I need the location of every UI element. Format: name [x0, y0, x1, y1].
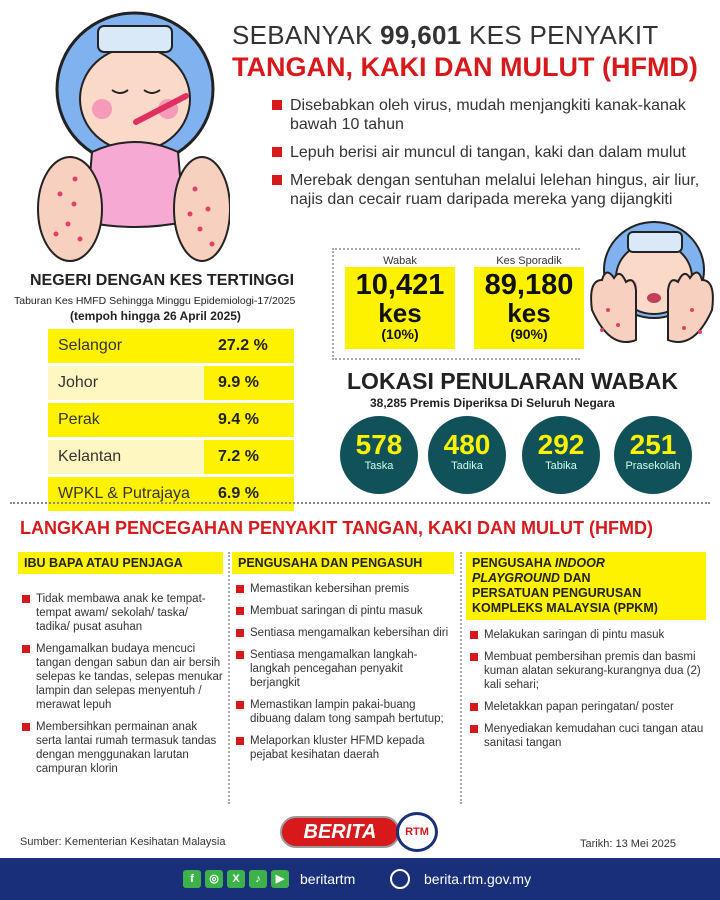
col-item-text: Memastikan kebersihan premis: [250, 583, 410, 595]
langkah-col-ibubapa: [18, 552, 223, 784]
state-row: [48, 329, 294, 363]
col-item: [236, 698, 454, 726]
instagram-icon[interactable]: ◎: [205, 870, 223, 888]
bullet-square-icon: [272, 100, 282, 110]
lokasi-title: LOKASI PENULARAN WABAK: [347, 368, 678, 394]
col-item: [22, 592, 223, 634]
bullet-square-icon: [22, 645, 30, 653]
col-head-text: PENGUSAHA: [472, 556, 552, 570]
col-item-text: Memastikan lampin pakai-buang dibuang dalam tong sampah bertutup;: [250, 699, 444, 725]
title-number: 99,601: [380, 20, 462, 50]
col-item-text: Melaporkan kluster HFMD kepada pejabat kesihatan daerah: [250, 735, 425, 761]
website-link[interactable]: berita.rtm.gov.my: [424, 871, 532, 887]
state-row: [48, 477, 294, 511]
lokasi-label: Tadika: [451, 460, 483, 472]
page-title-line2: TANGAN, KAKI DAN MULUT (HFMD): [232, 52, 698, 82]
col-item: [470, 628, 706, 642]
footer-bar: [0, 858, 720, 900]
state-value: 9.4 %: [204, 403, 294, 437]
col-item: [236, 626, 454, 640]
lokasi-subtitle: 38,285 Premis Diperiksa Di Seluruh Negara: [370, 396, 615, 410]
section-divider-vertical: [332, 248, 334, 360]
col-head-italic: INDOOR: [554, 556, 605, 570]
lokasi-label: Prasekolah: [625, 460, 681, 472]
fact-item: [272, 171, 712, 209]
lokasi-circle-tabika: [522, 416, 600, 494]
bullet-square-icon: [470, 703, 478, 711]
col-head-text: KOMPLEKS MALAYSIA (PPKM): [472, 601, 658, 615]
bullet-square-icon: [22, 723, 30, 731]
col-item: [236, 648, 454, 690]
langkah-col-ppkm: [466, 552, 706, 758]
section-divider-horizontal: [332, 358, 580, 360]
col-item: [470, 722, 706, 750]
page-title-line1: [232, 20, 659, 51]
col-item-text: Melakukan saringan di pintu masuk: [484, 629, 665, 641]
col-item-text: Meletakkan papan peringatan/ poster: [484, 701, 674, 713]
fact-text: Disebabkan oleh virus, mudah menjangkiti kanak-kanak bawah 10 tahun: [290, 97, 686, 133]
state-table: [48, 329, 294, 514]
bullet-square-icon: [470, 725, 478, 733]
lokasi-label: Tabika: [545, 460, 577, 472]
lokasi-number: 251: [629, 429, 677, 460]
state-name: Johor: [48, 366, 204, 400]
wabak-card: [345, 255, 455, 349]
col-item-text: Sentiasa mengamalkan kebersihan diri: [250, 627, 449, 639]
state-row: [48, 440, 294, 474]
wabak-number: 10,421: [355, 269, 445, 301]
col-item-text: Membersihkan permainan anak serta lantai rumah termasuk tandas dengan menggunakan larutan campuran klorin: [36, 721, 217, 775]
wabak-label: Wabak: [383, 255, 417, 267]
sick-child-illustration: [30, 4, 230, 266]
state-value: 9.9 %: [204, 366, 294, 400]
col-item: [236, 582, 454, 596]
sporadik-unit: kes: [507, 298, 551, 328]
negeri-subtitle: Taburan Kes HMFD Sehingga Minggu Epidemiologi-17/2025: [14, 295, 296, 307]
col-item-text: Tidak membawa anak ke tempat-tempat awam/ sekolah/ taska/ tadika/ pusat asuhan: [36, 593, 206, 633]
state-name: Kelantan: [48, 440, 204, 474]
col-item-text: Sentiasa mengamalkan langkah-langkah pencegahan penyakit berjangkit: [250, 649, 418, 689]
column-separator: [228, 552, 230, 804]
sporadik-card: [474, 255, 584, 349]
facebook-icon[interactable]: f: [183, 870, 201, 888]
state-name: Selangor: [48, 329, 204, 363]
source-text: Sumber: Kementerian Kesihatan Malaysia: [20, 836, 226, 848]
state-name: Perak: [48, 403, 204, 437]
bullet-square-icon: [236, 629, 244, 637]
state-value: 6.9 %: [204, 477, 294, 511]
bullet-square-icon: [470, 653, 478, 661]
lokasi-circle-prasekolah: [614, 416, 692, 494]
title-suffix: KES PENYAKIT: [469, 20, 659, 50]
col-item: [470, 700, 706, 714]
sporadik-number: 89,180: [484, 269, 574, 301]
col-item: [236, 604, 454, 618]
wabak-box: [345, 267, 455, 349]
wabak-unit: kes: [378, 298, 422, 328]
fact-item: [272, 143, 712, 162]
state-row: [48, 403, 294, 437]
social-handle[interactable]: beritartm: [300, 871, 356, 887]
col-item: [22, 720, 223, 776]
col-item-text: Mengamalkan budaya mencuci tangan dengan sabun dan air bersih selepas ke tandas, selepas menukar lampin dan selepas menyentuh / merawat lepuh: [36, 643, 223, 711]
langkah-title: LANGKAH PENCEGAHAN PENYAKIT TANGAN, KAKI DAN MULUT (HFMD): [20, 518, 653, 538]
col-item-text: Membuat saringan di pintu masuk: [250, 605, 423, 617]
col-head-italic: PLAYGROUND: [472, 571, 560, 585]
bullet-square-icon: [236, 585, 244, 593]
bullet-square-icon: [236, 737, 244, 745]
sporadik-box: [474, 267, 584, 349]
youtube-icon[interactable]: ▶: [271, 870, 289, 888]
col-item-text: Menyediakan kemudahan cuci tangan atau sanitasi tangan: [484, 723, 704, 749]
col-head: IBU BAPA ATAU PENJAGA: [18, 552, 223, 574]
negeri-period: (tempoh hingga 26 April 2025): [70, 309, 241, 323]
bullet-square-icon: [272, 147, 282, 157]
lokasi-label: Taska: [364, 460, 394, 472]
lokasi-circle-taska: [340, 416, 418, 494]
title-prefix: SEBANYAK: [232, 20, 373, 50]
sporadik-percent: (90%): [510, 326, 548, 342]
fact-item: [272, 96, 712, 134]
lokasi-number: 480: [443, 429, 491, 460]
section-divider-horizontal: [332, 248, 580, 250]
date-text: Tarikh: 13 Mei 2025: [580, 838, 676, 850]
lokasi-number: 292: [537, 429, 585, 460]
langkah-col-pengusaha: [232, 552, 454, 770]
globe-icon: [390, 869, 410, 889]
col-head: [466, 552, 706, 620]
section-divider: [10, 502, 710, 504]
col-item-text: Membuat pembersihan premis dan basmi kuman alatan sekurang-kurangnya dua (2) kali sehari;: [484, 651, 701, 691]
col-head: PENGUSAHA DAN PENGASUH: [232, 552, 454, 574]
col-item: [236, 734, 454, 762]
logo-text: BERITA: [303, 821, 377, 843]
bullet-square-icon: [272, 175, 282, 185]
state-value: 27.2 %: [204, 329, 294, 363]
col-head-text: PERSATUAN PENGURUSAN: [472, 586, 642, 600]
child-hands-illustration: [588, 210, 716, 360]
tiktok-icon[interactable]: ♪: [249, 870, 267, 888]
negeri-title: NEGERI DENGAN KES TERTINGGI: [30, 272, 295, 289]
logo-badge: [396, 812, 438, 852]
state-value: 7.2 %: [204, 440, 294, 474]
col-head-text: DAN: [563, 571, 591, 585]
sporadik-label: Kes Sporadik: [496, 255, 562, 267]
bullet-square-icon: [236, 607, 244, 615]
fact-text: Lepuh berisi air muncul di tangan, kaki dan dalam mulut: [290, 144, 686, 161]
berita-rtm-logo: [280, 810, 444, 852]
state-name: WPKL & Putrajaya: [48, 477, 204, 511]
lokasi-circle-tadika: [428, 416, 506, 494]
col-item: [22, 642, 223, 712]
wabak-percent: (10%): [381, 326, 419, 342]
bullet-square-icon: [236, 701, 244, 709]
bullet-square-icon: [470, 631, 478, 639]
column-separator: [460, 552, 462, 804]
logo-pill: [280, 816, 400, 848]
bullet-square-icon: [236, 651, 244, 659]
fact-text: Merebak dengan sentuhan melalui lelehan hingus, air liur, najis dan cecair ruam daripada mereka yang dijangkiti: [290, 172, 700, 208]
state-row: [48, 366, 294, 400]
facts-list: [272, 96, 712, 218]
col-item: [470, 650, 706, 692]
lokasi-number: 578: [355, 429, 403, 460]
bullet-square-icon: [22, 595, 30, 603]
logo-badge-text: RTM: [405, 826, 429, 838]
x-icon[interactable]: X: [227, 870, 245, 888]
